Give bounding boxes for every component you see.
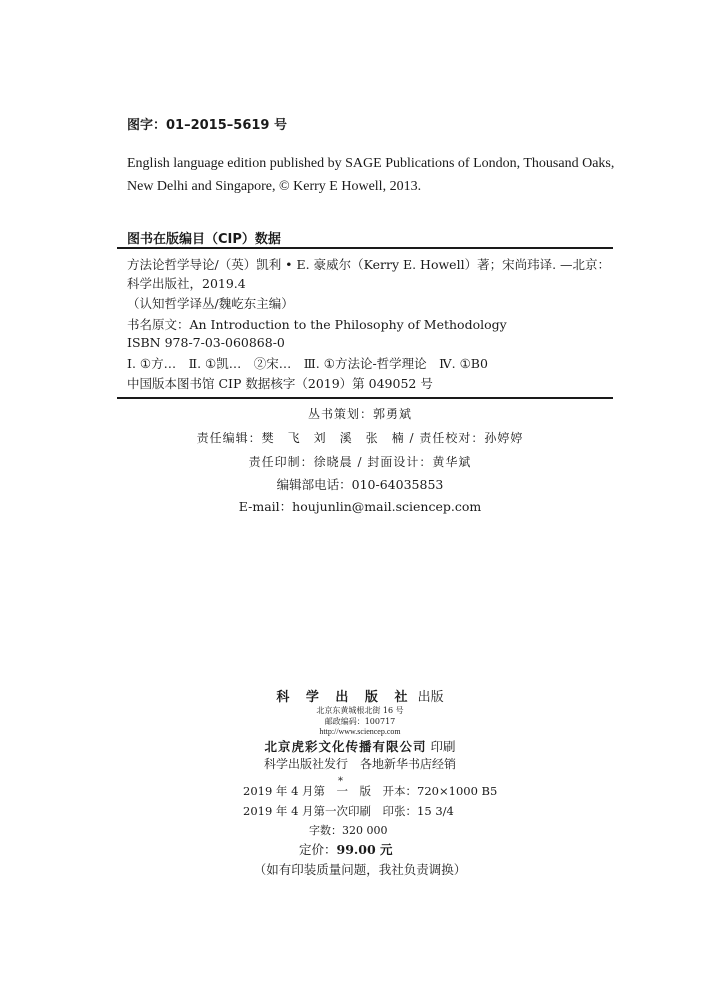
price-line — [299, 840, 393, 858]
cip-top-rule — [117, 247, 613, 249]
contract-register-number: 图字：01–2015–5619 号 — [127, 118, 287, 133]
cip-line: Ⅰ. ①方… Ⅱ. ①凯… ②宋… Ⅲ. ①方法论-哲学理论 Ⅳ. ①B0 — [127, 356, 488, 371]
responsible-editors: 责任编辑：樊 飞 刘 溪 张 楠 / 责任校对：孙婷婷 — [196, 431, 524, 445]
cip-line: 科学出版社，2019.4 — [127, 276, 246, 291]
series-planner: 丛书策划：郭勇斌 — [307, 407, 412, 421]
editorial-phone: 编辑部电话：010-64035853 — [276, 477, 444, 492]
price-label: 定价： — [299, 842, 337, 857]
cip-line: ISBN 978-7-03-060868-0 — [127, 335, 285, 350]
publisher-line — [0, 686, 720, 705]
separator-star: * — [338, 776, 343, 787]
edition-and-format: 2019 年 4 月第 一 版 开本：720×1000 B5 — [243, 784, 498, 798]
price-value: 99.00 元 — [336, 842, 393, 857]
cip-line: （认知哲学译丛/魏屹东主编） — [127, 296, 294, 311]
publisher-address: 北京东黄城根北街 16 号 — [316, 706, 404, 715]
publisher-name: 科 学 出 版 社 — [276, 690, 414, 705]
english-edition-line-2: New Delhi and Singapore, © Kerry E Howell, 2013. — [127, 179, 422, 194]
quality-notice: （如有印装质量问题，我社负责调换） — [253, 862, 467, 877]
cip-title: 图书在版编目（CIP）数据 — [127, 232, 281, 247]
cip-line: 中国版本图书馆 CIP 数据核字（2019）第 049052 号 — [127, 376, 433, 391]
english-edition-line-1: English language edition published by SAGE Publications of London, Thousand Oaks, — [127, 156, 615, 171]
printer-name: 北京虎彩文化传播有限公司 — [264, 739, 427, 754]
cip-line: 书名原文：An Introduction to the Philosophy of Methodology — [127, 317, 507, 332]
publisher-suffix: 出版 — [417, 690, 444, 705]
publisher-postcode: 邮政编码：100717 — [324, 717, 396, 726]
printer-suffix: 印刷 — [430, 739, 456, 754]
word-count: 字数：320 000 — [309, 824, 388, 837]
printer-line — [0, 737, 720, 755]
cip-bottom-rule — [117, 397, 613, 399]
printing-and-cover-design: 责任印制：徐晓晨 / 封面设计：黄华斌 — [248, 455, 472, 469]
publisher-website: http://www.sciencep.com — [319, 727, 401, 736]
cip-line: 方法论哲学导论/（英）凯利 • E. 豪威尔（Kerry E. Howell）著；宋尚玮译. —北京： — [127, 257, 611, 272]
editorial-email: E-mail：houjunlin@mail.sciencep.com — [238, 499, 482, 514]
impression-and-sheets: 2019 年 4 月第一次印刷 印张：15 3/4 — [243, 804, 454, 818]
distribution-line: 科学出版社发行 各地新华书店经销 — [263, 757, 456, 771]
